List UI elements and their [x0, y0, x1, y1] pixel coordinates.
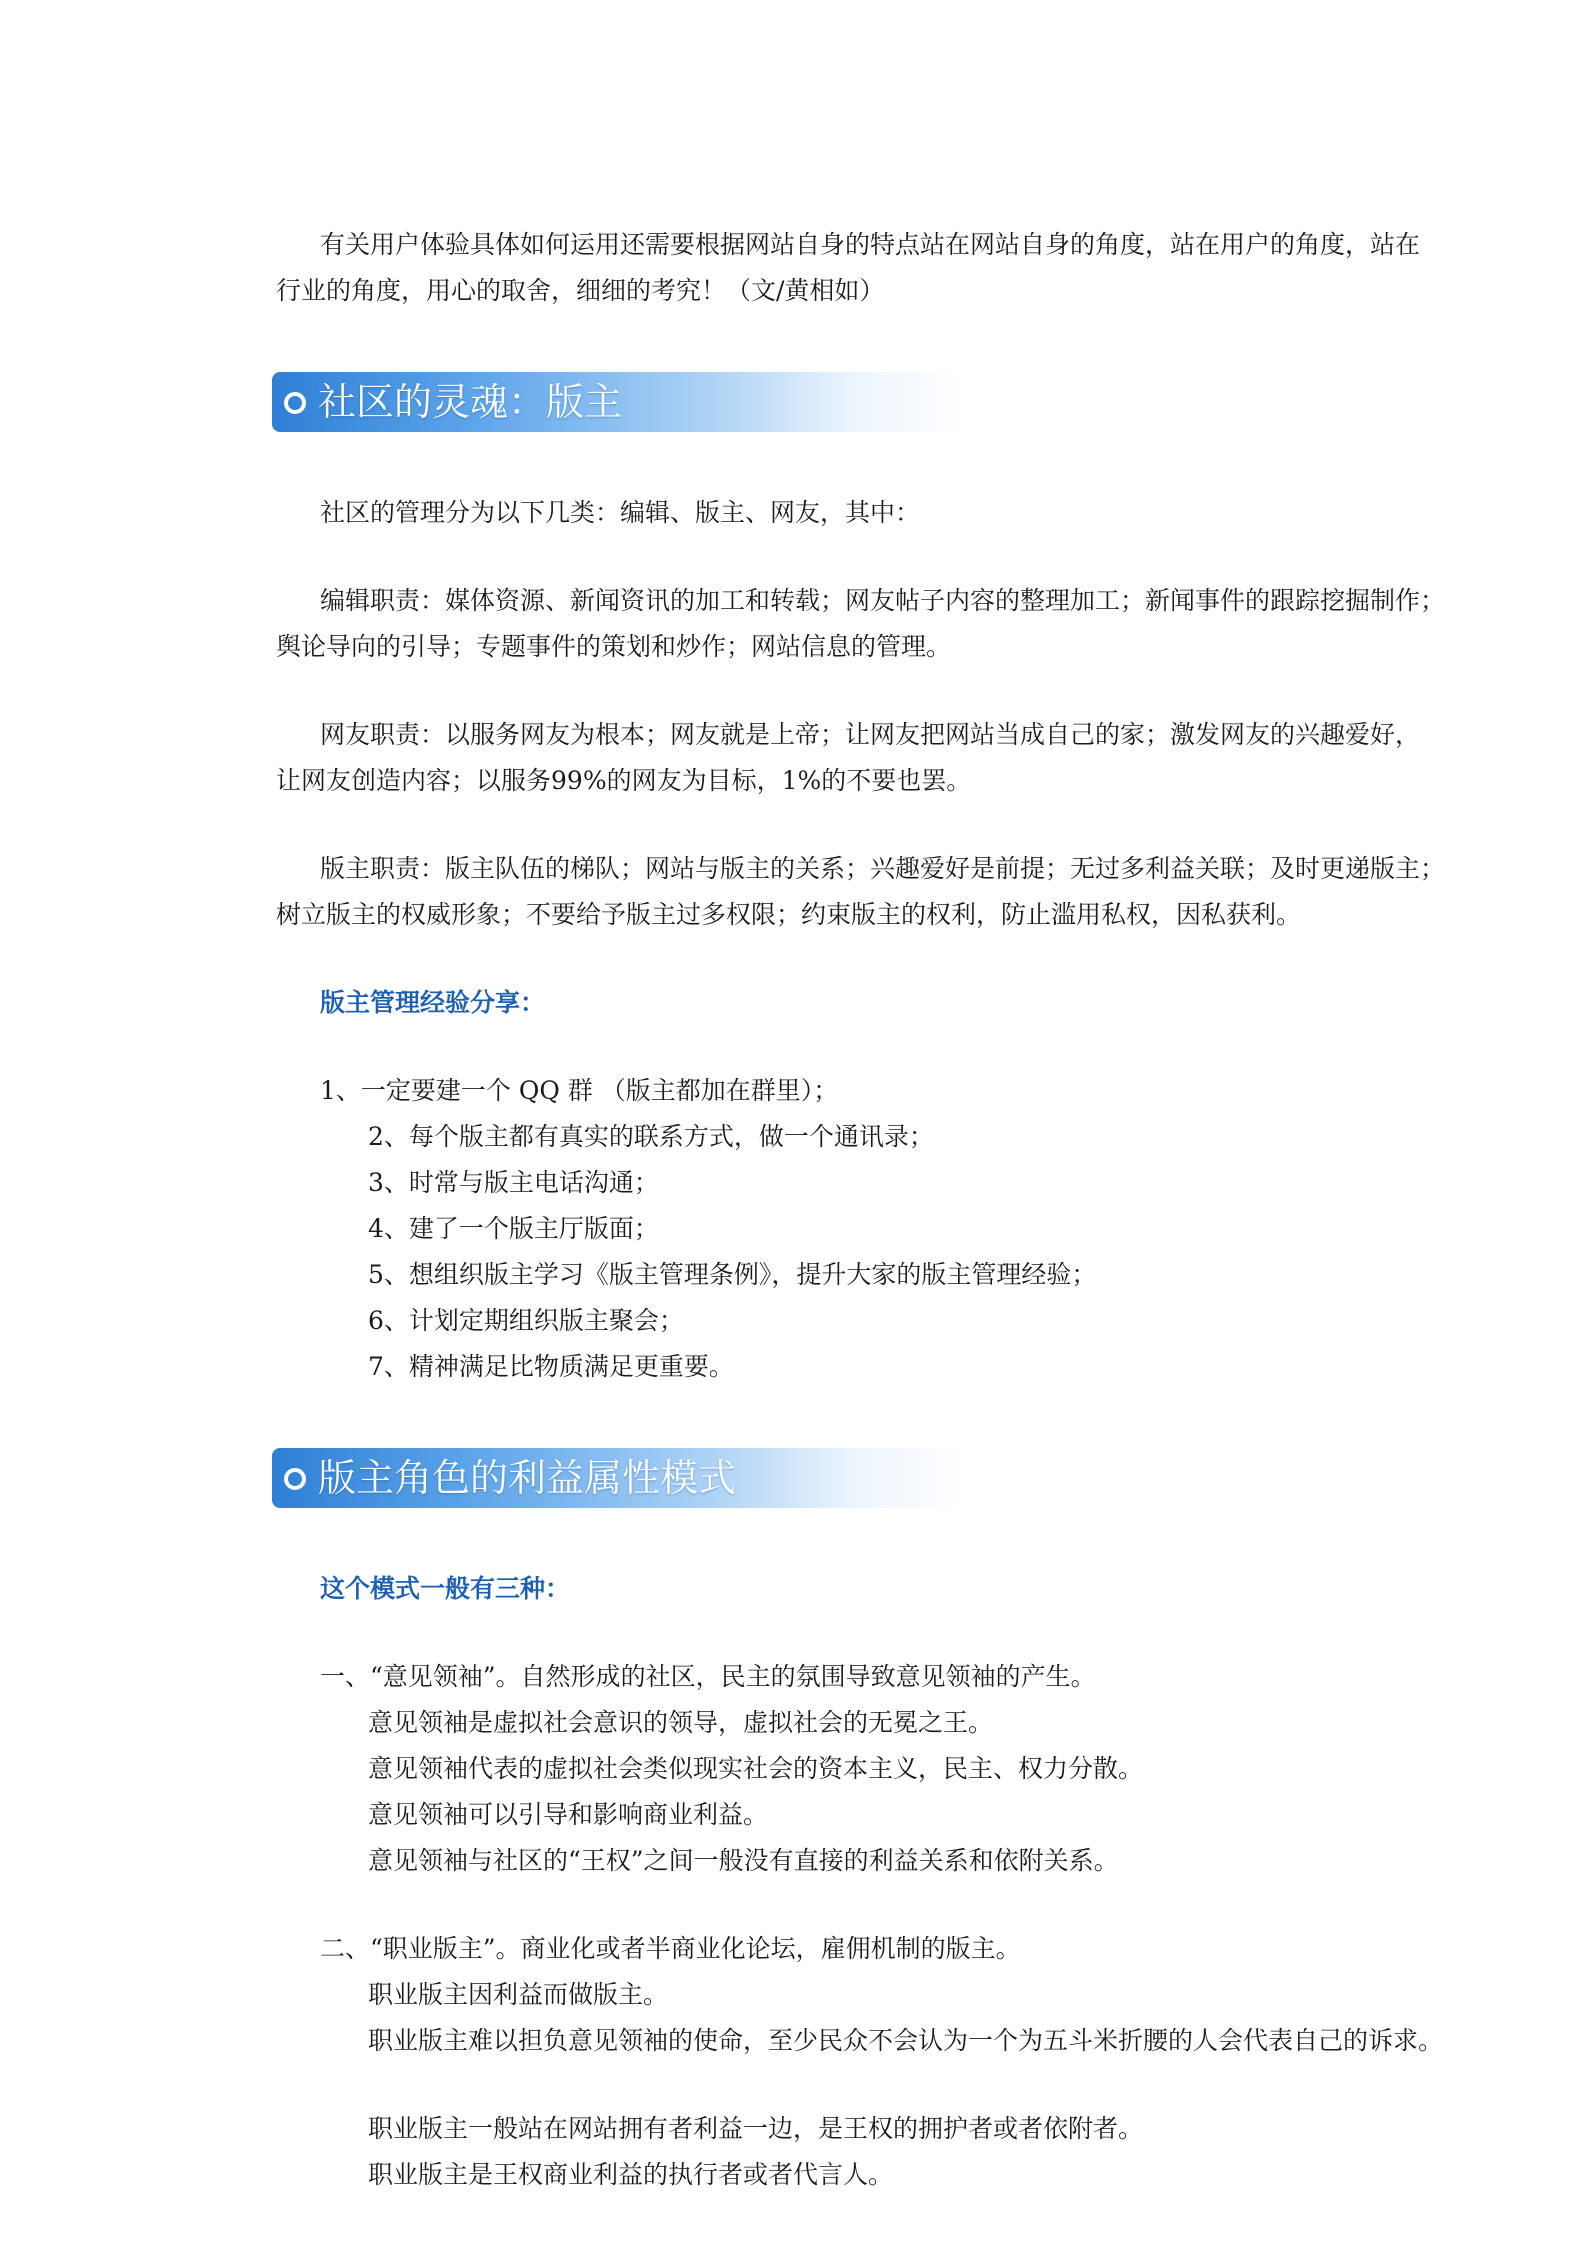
mode-one-line: 意见领袖可以引导和影响商业利益。 — [368, 1800, 769, 1829]
mode-two-line: 职业版主是王权商业利益的执行者或者代言人。 — [368, 2160, 894, 2189]
mode-two-line: 职业版主因利益而做版主。 — [368, 1980, 669, 2009]
moderator-experience-subheading: 版主管理经验分享： — [320, 988, 546, 1017]
section-title: 版主角色的利益属性模式 — [318, 1456, 737, 1500]
mode-two-heading: 二、“职业版主”。商业化或者半商业化论坛，雇佣机制的版主。 — [320, 1934, 1021, 1963]
list-item: 7、精神满足比物质满足更重要。 — [368, 1352, 734, 1381]
intro-line-2: 行业的角度，用心的取舍，细细的考究！（文/黄相如） — [276, 276, 885, 305]
list-item: 1、一定要建一个 QQ 群 （版主都加在群里）； — [320, 1076, 839, 1105]
mode-one-line: 意见领袖与社区的“王权”之间一般没有直接的利益关系和依附关系。 — [368, 1846, 1119, 1875]
netizen-duties-line-1: 网友职责：以服务网友为根本；网友就是上帝；让网友把网站当成自己的家；激发网友的兴趣爱好， — [320, 720, 1421, 749]
moderator-duties-line-1: 版主职责：版主队伍的梯队；网站与版主的关系；兴趣爱好是前提；无过多利益关联；及时更递版主； — [320, 854, 1446, 883]
editor-duties-line-2: 舆论导向的引导；专题事件的策划和炒作；网站信息的管理。 — [276, 632, 952, 661]
circle-bullet-icon — [284, 392, 306, 414]
list-item: 3、时常与版主电话沟通； — [368, 1168, 659, 1197]
moderator-duties-line-2: 树立版主的权威形象；不要给予版主过多权限；约束版主的权利，防止滥用私权，因私获利。 — [276, 900, 1302, 929]
section-title: 社区的灵魂：版主 — [318, 380, 623, 424]
mode-two-line: 职业版主难以担负意见领袖的使命，至少民众不会认为一个为五斗米折腰的人会代表自己的诉求。 — [368, 2026, 1444, 2055]
section-banner-moderator-soul — [272, 372, 962, 432]
list-item: 6、计划定期组织版主聚会； — [368, 1306, 684, 1335]
three-modes-subheading: 这个模式一般有三种： — [320, 1574, 571, 1603]
mode-one-line: 意见领袖代表的虚拟社会类似现实社会的资本主义，民主、权力分散。 — [368, 1754, 1144, 1783]
netizen-duties-line-2: 让网友创造内容；以服务99%的网友为目标，1%的不要也罢。 — [276, 766, 972, 795]
list-item: 4、建了一个版主厅版面； — [368, 1214, 659, 1243]
mode-one-heading: 一、“意见领袖”。自然形成的社区，民主的氛围导致意见领袖的产生。 — [320, 1662, 1096, 1691]
intro-line-1: 有关用户体验具体如何运用还需要根据网站自身的特点站在网站自身的角度，站在用户的角度，站在 — [320, 230, 1421, 259]
mode-one-line: 意见领袖是虚拟社会意识的领导，虚拟社会的无冕之王。 — [368, 1708, 994, 1737]
editor-duties-line-1: 编辑职责：媒体资源、新闻资讯的加工和转载；网友帖子内容的整理加工；新闻事件的跟踪挖掘制作； — [320, 586, 1446, 615]
circle-bullet-icon — [284, 1468, 306, 1490]
list-item: 2、每个版主都有真实的联系方式，做一个通讯录； — [368, 1122, 934, 1151]
list-item: 5、想组织版主学习《版主管理条例》，提升大家的版主管理经验； — [368, 1260, 1097, 1289]
management-categories-text: 社区的管理分为以下几类：编辑、版主、网友，其中： — [320, 498, 921, 527]
mode-two-line: 职业版主一般站在网站拥有者利益一边，是王权的拥护者或者依附者。 — [368, 2114, 1144, 2143]
section-banner-moderator-interest-model — [272, 1448, 962, 1508]
